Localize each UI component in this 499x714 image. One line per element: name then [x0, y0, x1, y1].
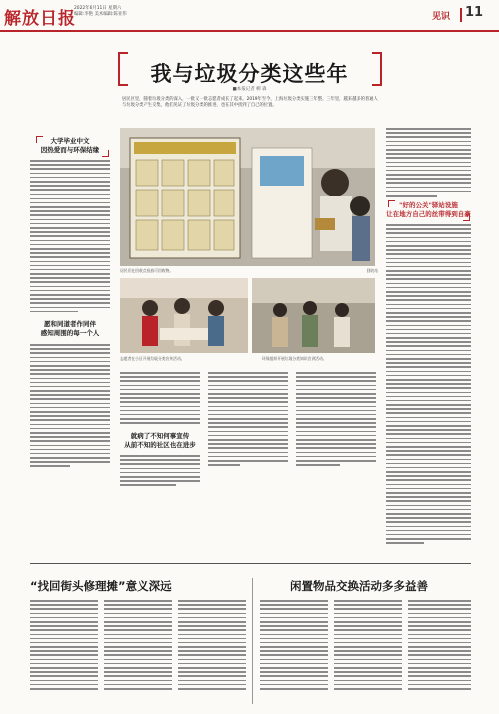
article-lead: 居民区里，随着垃圾分类的深入，一批又一批志愿者成长了起来。2019年至今，上海垃圾分类实施三年整。三年里，越来越多的普通人与垃圾分类产生交集，他们见证了垃圾分类的推进，也在其中找到了自己的位置。 — [122, 97, 378, 109]
bottom-right-headline: 闲置物品交换活动多多益善 — [290, 579, 428, 593]
newspaper-logo: 解放日报 — [4, 9, 76, 29]
right-text-block-1 — [386, 128, 471, 197]
mid-subhead-b: 从前不知的社区也在进步 — [124, 441, 196, 449]
bottom-text-col-4 — [260, 600, 328, 690]
left-subhead: 因热爱而与环保结缘 — [40, 146, 100, 154]
photo-credit: 回收站 — [366, 268, 378, 273]
photo-bottom-right — [252, 278, 375, 353]
bottom-text-col-3 — [178, 600, 246, 690]
bottom-left-headline: “找回街头修理摊”意义深远 — [30, 579, 172, 593]
right-subhead-b: 让在地方自己的丝带得到自豪 — [386, 210, 471, 218]
mid-text-block-3 — [208, 372, 288, 466]
page-divider-bar — [460, 8, 462, 22]
section-divider — [30, 563, 471, 564]
bottom-column-rule — [252, 578, 253, 704]
left-subhead-tag: 大学毕业中文 — [50, 137, 90, 145]
mid-text-block-2 — [120, 455, 200, 486]
subhead-frame-corner — [102, 150, 109, 157]
subhead-frame-corner — [463, 214, 470, 221]
page-number: 11 — [465, 5, 484, 20]
bottom-text-col-1 — [30, 600, 98, 690]
left-subhead-2b: 感知周围的每一个人 — [40, 329, 100, 337]
photo-bottom-left — [120, 278, 248, 353]
left-text-block-2 — [30, 344, 110, 467]
mid-text-block-4 — [296, 372, 376, 466]
section-name: 见识 — [432, 12, 451, 22]
bottom-text-col-2 — [104, 600, 172, 690]
main-photo-caption: 居民们在回收点投放可回收物。 — [120, 268, 174, 273]
article-byline: ■本报记者 柳 森 — [232, 87, 267, 92]
bottom-text-col-5 — [334, 600, 402, 690]
mid-text-block-1 — [120, 372, 200, 424]
bottom-text-col-6 — [408, 600, 471, 690]
mid-subhead-a: 就病了不知何事宣传 — [130, 432, 190, 440]
left-subhead-2a: 愿和同道者作同伴 — [44, 320, 96, 328]
photo-bottom-right-caption: 环保组织开展垃圾分类知识宣讲活动。 — [262, 356, 327, 361]
issue-date: 2022年6月11日 星期六 — [74, 6, 122, 11]
right-subhead-a: "好的公关"驿站设施 — [399, 201, 458, 209]
photo-bottom-left-caption: 志愿者在小区开展垃圾分类宣传活动。 — [120, 356, 185, 361]
right-text-block-2 — [386, 224, 471, 544]
issue-editors: 编辑:李艳 美术编辑:陈亚伟 — [74, 12, 127, 17]
article-title: 我与垃圾分类这些年 — [150, 62, 349, 86]
issue-meta — [74, 6, 127, 18]
left-text-block-1 — [30, 160, 110, 312]
main-photo — [120, 128, 375, 266]
